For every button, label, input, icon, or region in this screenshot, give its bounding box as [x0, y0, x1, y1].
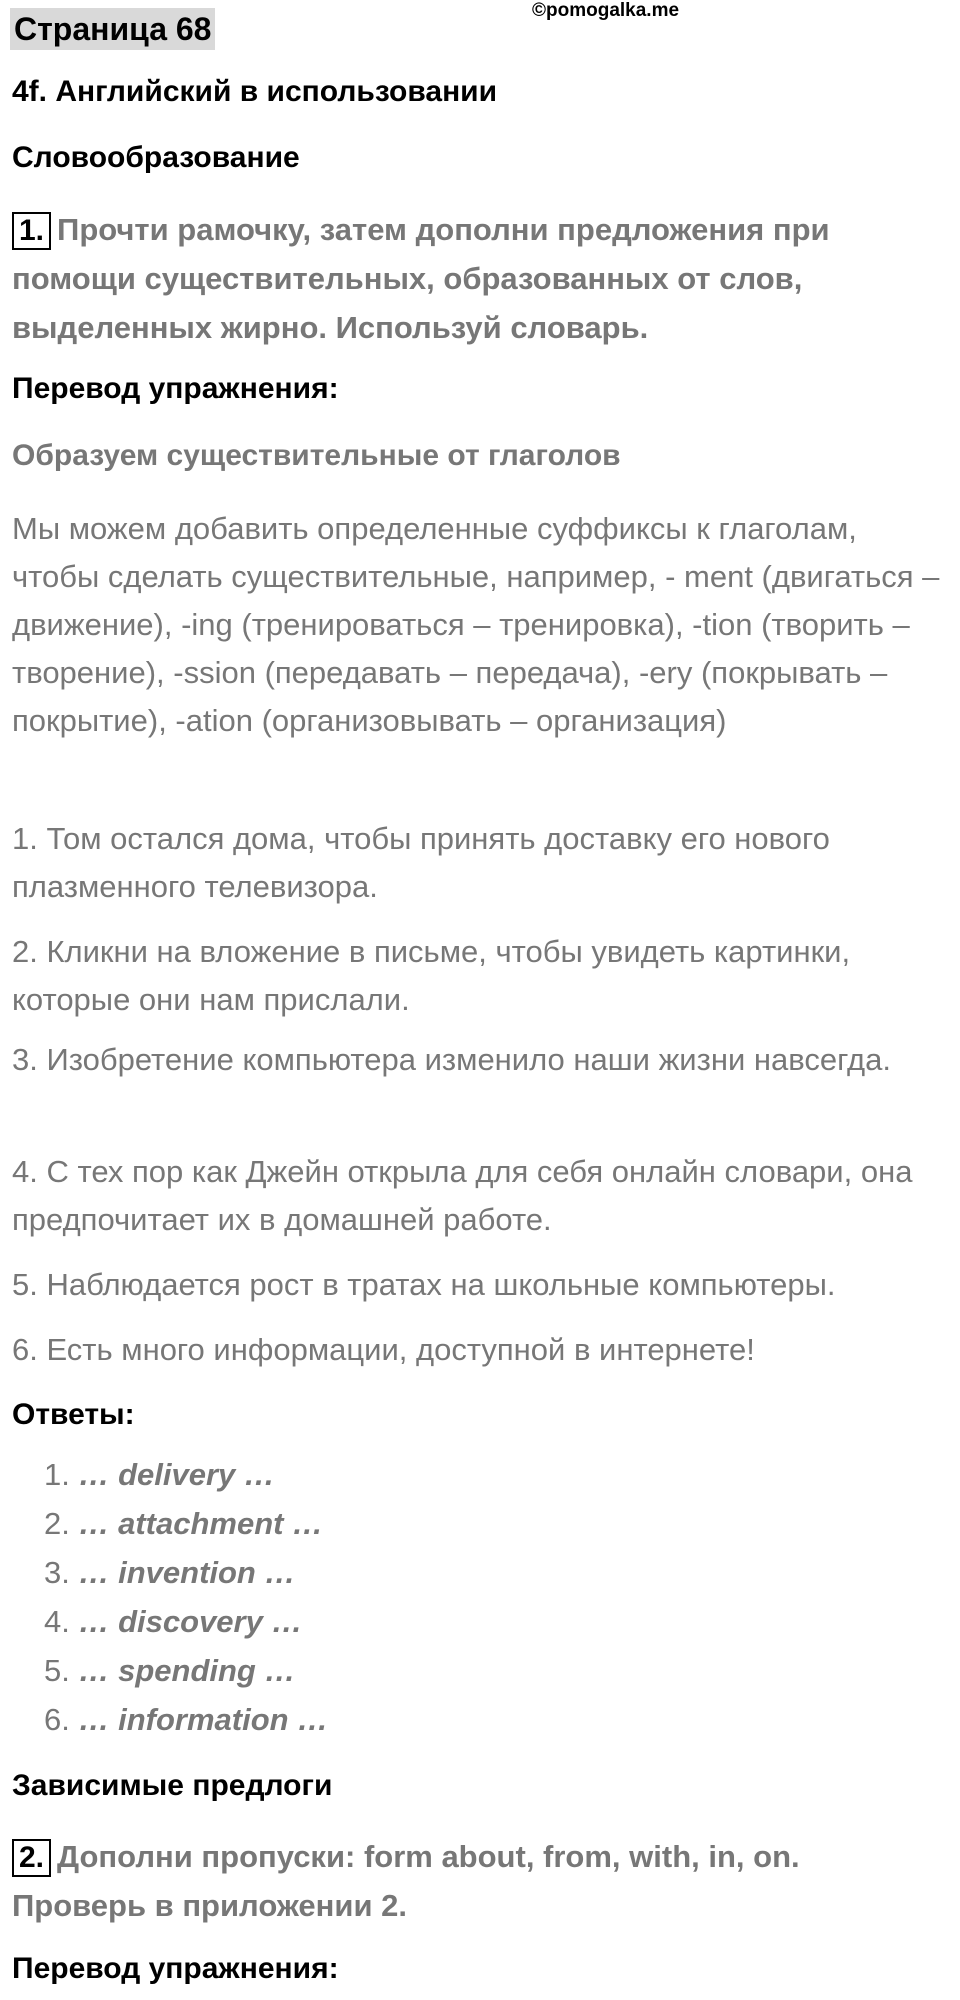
sentence-6: 6. Есть много информации, доступной в интернете! — [12, 1332, 755, 1367]
translation-heading: Перевод упражнения: — [12, 372, 339, 405]
answer-item — [44, 1548, 328, 1597]
sentence-1: 1. Том остался дома, чтобы принять доставку его нового плазменного телевизора. — [12, 821, 830, 904]
answer-text: … invention … — [78, 1555, 296, 1590]
answer-item — [44, 1695, 328, 1744]
task-1 — [12, 205, 942, 352]
answer-number: 5. — [44, 1653, 70, 1688]
answer-number: 6. — [44, 1702, 70, 1737]
sentence-5: 5. Наблюдается рост в тратах на школьные компьютеры. — [12, 1267, 836, 1302]
answer-item — [44, 1450, 328, 1499]
intro-paragraph: Мы можем добавить определенные суффиксы к глаголам, чтобы сделать существительные, например, - ment (двигаться – движение), -ing (тренироваться – тренировка), -tion (творить – творение), -ssion (передавать – передача), -ery (покрывать – покрытие), -ation (организовывать – организация) — [12, 511, 940, 738]
answer-text: … delivery … — [78, 1457, 275, 1492]
answer-number: 2. — [44, 1506, 70, 1541]
answer-number: 1. — [44, 1457, 70, 1492]
sentence-2: 2. Кликни на вложение в письме, чтобы увидеть картинки, которые они нам прислали. — [12, 934, 851, 1017]
answer-number: 4. — [44, 1604, 70, 1639]
answer-item — [44, 1499, 328, 1548]
subheading: Образуем существительные от глаголов — [12, 439, 621, 472]
task-1-instructions: Прочти рамочку, затем дополни предложения при помощи существительных, образованных от слов, выделенных жирно. Используй словарь. — [12, 212, 830, 345]
answers-heading: Ответы: — [12, 1398, 135, 1431]
translation-heading-2: Перевод упражнения: — [12, 1952, 339, 1985]
sentence-3: 3. Изобретение компьютера изменило наши жизни навсегда. — [12, 1042, 891, 1077]
answer-item — [44, 1597, 328, 1646]
task-2-instructions: Дополни пропуски: form about, from, with, in, on. Проверь в приложении 2. — [12, 1839, 800, 1923]
page-title: Страница 68 — [10, 8, 215, 50]
answer-number: 3. — [44, 1555, 70, 1590]
sentence-4: 4. С тех пор как Джейн открыла для себя онлайн словари, она предпочитает их в домашней работе. — [12, 1154, 913, 1237]
section-heading-dependent-prepositions: Зависимые предлоги — [12, 1769, 333, 1802]
watermark: ©pomogalka.me — [532, 0, 680, 21]
task-number-box: 1. — [12, 212, 51, 250]
answer-text: … spending … — [78, 1653, 296, 1688]
task-2 — [12, 1832, 942, 1930]
unit-title: 4f. Английский в использовании — [12, 75, 498, 108]
answer-text: … information … — [78, 1702, 329, 1737]
answers-list — [44, 1450, 328, 1744]
task-number-box: 2. — [12, 1839, 51, 1877]
answer-item — [44, 1646, 328, 1695]
answer-text: … discovery … — [78, 1604, 303, 1639]
answer-text: … attachment … — [78, 1506, 324, 1541]
section-heading-word-formation: Словообразование — [12, 141, 300, 174]
